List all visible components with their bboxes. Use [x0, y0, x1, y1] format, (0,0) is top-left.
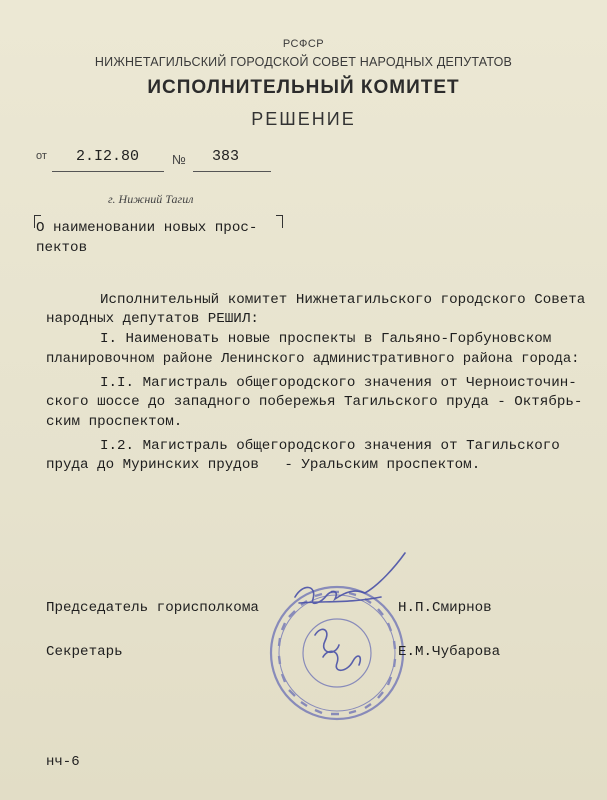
document-code: нч-6 — [46, 754, 80, 770]
republic-label: РСФСР — [282, 38, 325, 50]
body-line-4: планировочном районе Ленинского административного района города: — [46, 351, 580, 367]
body-line-2: народных депутатов РЕШИЛ: — [46, 311, 259, 327]
body-line-9: пруда до Муринских прудов - Уральским проспектом. — [46, 457, 481, 473]
secretary-title: Секретарь — [46, 644, 123, 660]
signature-stamp-area — [255, 545, 430, 730]
number-sign: № — [172, 152, 186, 167]
council-title: НИЖНЕТАГИЛЬСКИЙ ГОРОДСКОЙ СОВЕТ НАРОДНЫХ ДЕПУТАТОВ — [94, 55, 513, 69]
decision-date: 2.I2.80 — [76, 148, 140, 165]
decision-number: 383 — [212, 148, 240, 165]
chair-name: Н.П.Смирнов — [398, 600, 492, 616]
body-line-5: I.I. Магистраль общегородского значения от Черноисточин- — [100, 375, 577, 391]
committee-title: ИСПОЛНИТЕЛЬНЫЙ КОМИТЕТ — [147, 77, 460, 98]
document-type: РЕШЕНИЕ — [251, 109, 356, 129]
city-label: г. Нижний Тагил — [108, 192, 194, 206]
chair-title: Председатель горисполкома — [46, 600, 259, 616]
body-line-6: ского шоссе до западного побережья Тагильского пруда - Октябрь- — [46, 394, 583, 410]
subject-line-1: О наименовании новых прос- — [36, 220, 258, 236]
body-line-1: Исполнительный комитет Нижнетагильского городского Совета — [100, 292, 586, 308]
subject-line-2: пектов — [36, 240, 88, 256]
subject-bracket-right — [276, 215, 283, 228]
body-line-8: I.2. Магистраль общегородского значения от Тагильского — [100, 438, 560, 454]
body-line-7: ским проспектом. — [46, 414, 183, 430]
date-underline — [52, 171, 164, 172]
number-underline — [193, 171, 271, 172]
from-label: от — [36, 150, 47, 162]
secretary-name: Е.М.Чубарова — [398, 644, 501, 660]
body-line-3: I. Наименовать новые проспекты в Гальяно-Горбуновском — [100, 331, 552, 347]
official-stamp-icon — [255, 545, 430, 730]
